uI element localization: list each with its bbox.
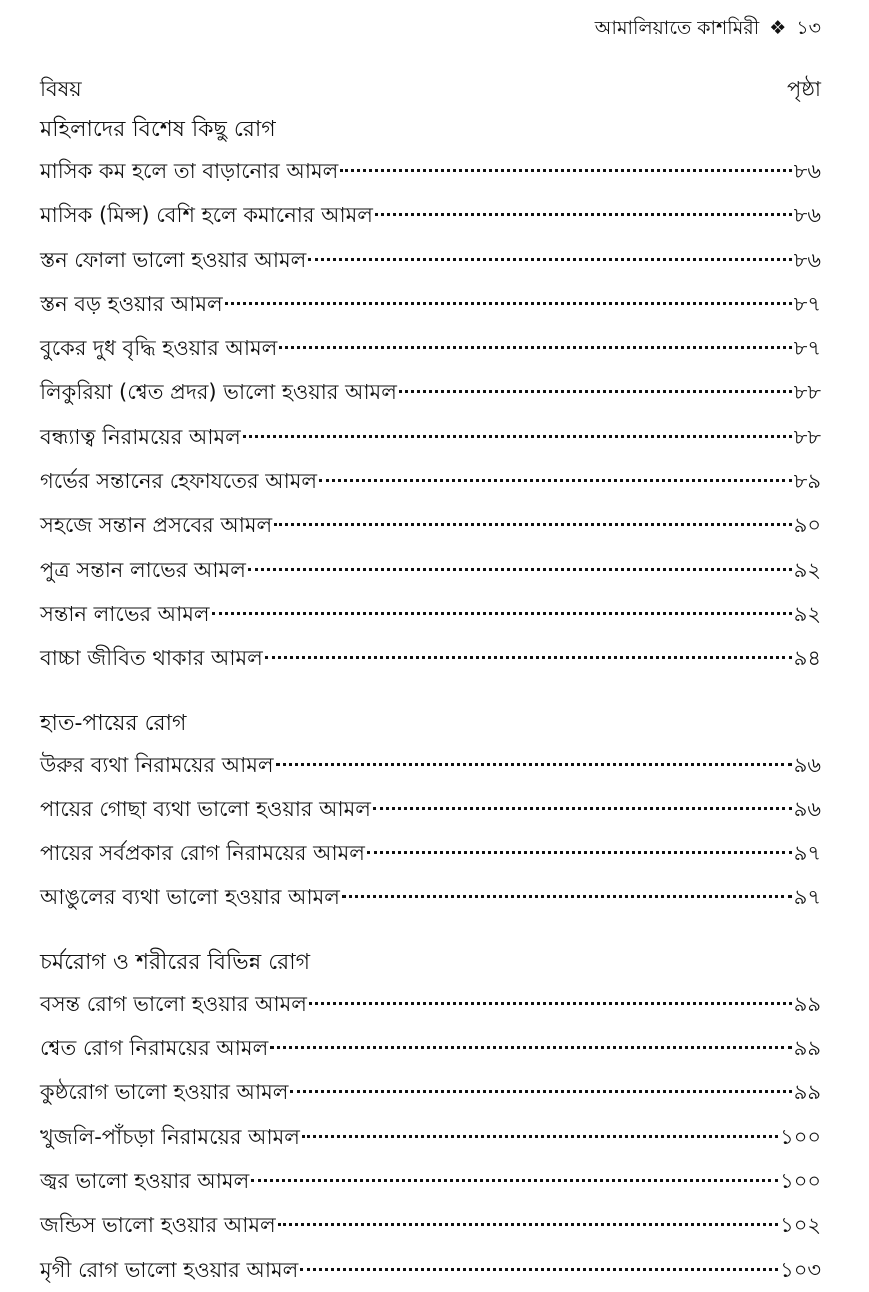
entry-page-number: ৮৮: [793, 424, 821, 449]
entry-page-number: ১০২: [780, 1213, 821, 1238]
toc-entry: [40, 1248, 821, 1292]
toc-entry: [40, 592, 821, 636]
entry-page-number: ১০৩: [780, 1257, 821, 1282]
entry-page-number: ৯৯: [793, 991, 821, 1016]
toc-entry: [40, 831, 821, 875]
entry-page-number: ৮৯: [793, 469, 821, 494]
table-of-contents: [40, 111, 821, 1292]
dot-leader: [276, 763, 792, 766]
entry-page-number: ৮৮: [793, 380, 821, 405]
entry-label: বুকের দুধ বৃদ্ধি হওয়ার আমল: [40, 336, 278, 361]
dot-leader: [399, 390, 792, 393]
entry-label: পায়ের সর্বপ্রকার রোগ নিরাময়ের আমল: [40, 841, 365, 866]
dot-leader: [302, 1135, 778, 1138]
running-title: আমালিয়াতে কাশমিরী: [594, 17, 760, 39]
section-title: হাত-পায়ের রোগ: [40, 710, 187, 736]
ornament-icon: ❖: [769, 17, 787, 39]
toc-entry: [40, 636, 821, 680]
entry-label: লিকুরিয়া (শ্বেত প্রদর) ভালো হওয়ার আমল: [40, 380, 397, 405]
entry-label: উরুর ব্যথা নিরাময়ের আমল: [40, 752, 274, 777]
page-column-header: পৃষ্ঠা: [786, 77, 821, 101]
dot-leader: [278, 1223, 778, 1226]
entry-label: বন্ধ্যাত্ব নিরাময়ের আমল: [40, 424, 241, 449]
entry-page-number: ৯২: [793, 601, 821, 626]
section-gap: [40, 920, 821, 944]
dot-leader: [248, 568, 792, 571]
toc-entry: [40, 193, 821, 237]
section-title: চর্মরোগ ও শরীরের বিভিন্ন রোগ: [40, 949, 311, 975]
toc-entry: [40, 1115, 821, 1159]
running-header: [595, 14, 821, 42]
dot-leader: [265, 656, 792, 659]
toc-entry: [40, 326, 821, 370]
toc-entry: [40, 1159, 821, 1203]
toc-entry: [40, 787, 821, 831]
entry-label: আঙুলের ব্যথা ভালো হওয়ার আমল: [40, 885, 340, 910]
dot-leader: [290, 1090, 791, 1093]
entry-label: খুজলি-পাঁচড়া নিরাময়ের আমল: [40, 1124, 300, 1149]
entry-page-number: ৯২: [793, 557, 821, 582]
entry-page-number: ৯৯: [793, 1036, 821, 1061]
entry-label: কুষ্ঠরোগ ভালো হওয়ার আমল: [40, 1080, 289, 1105]
toc-entry: [40, 459, 821, 503]
entry-label: মাসিক কম হলে তা বাড়ানোর আমল: [40, 159, 339, 183]
entry-page-number: ১০০: [780, 1124, 821, 1149]
entry-label: পুত্র সন্তান লাভের আমল: [40, 557, 246, 582]
entry-page-number: ৮৬: [793, 203, 821, 228]
entry-page-number: ৯৪: [793, 646, 821, 671]
dot-leader: [225, 302, 792, 305]
toc-entry: [40, 238, 821, 282]
dot-leader: [270, 1046, 792, 1049]
toc-entry: [40, 503, 821, 547]
toc-entry: [40, 1203, 821, 1247]
entry-label: জন্ডিস ভালো হওয়ার আমল: [40, 1213, 276, 1238]
dot-leader: [251, 1179, 778, 1182]
entry-page-number: ৮৭: [793, 291, 821, 316]
dot-leader: [308, 258, 791, 261]
dot-leader: [309, 1002, 792, 1005]
toc-entry: [40, 370, 821, 414]
entry-page-number: ৯৯: [793, 1080, 821, 1105]
dot-leader: [342, 895, 792, 898]
topic-column-header: বিষয়: [40, 77, 82, 101]
toc-entry: [40, 1070, 821, 1114]
entry-label: জ্বর ভালো হওয়ার আমল: [40, 1168, 250, 1193]
page-number: ১৩: [796, 17, 821, 39]
entry-page-number: ৯৬: [793, 752, 821, 777]
entry-page-number: ৮৭: [793, 336, 821, 361]
toc-entry: [40, 282, 821, 326]
entry-label: বসন্ত রোগ ভালো হওয়ার আমল: [40, 991, 307, 1016]
entry-page-number: ৯৬: [793, 796, 821, 821]
dot-leader: [300, 1268, 778, 1271]
entry-label: বাচ্চা জীবিত থাকার আমল: [40, 646, 263, 671]
entry-page-number: ৮৬: [793, 159, 821, 183]
dot-leader: [340, 169, 791, 172]
entry-page-number: ৮৬: [793, 247, 821, 272]
dot-leader: [319, 479, 792, 482]
entry-label: সহজে সন্তান প্রসবের আমল: [40, 513, 273, 538]
dot-leader: [279, 346, 791, 349]
section-gap: [40, 681, 821, 705]
dot-leader: [212, 612, 792, 615]
entry-label: সন্তান লাভের আমল: [40, 601, 210, 626]
entry-page-number: ৯৭: [793, 841, 821, 866]
entry-label: পায়ের গোছা ব্যথা ভালো হওয়ার আমল: [40, 796, 371, 821]
entry-label: স্তন ফোলা ভালো হওয়ার আমল: [40, 247, 307, 272]
column-headers: [40, 72, 821, 106]
toc-entry: [40, 743, 821, 787]
entry-page-number: ৯৭: [793, 885, 821, 910]
toc-entry: [40, 1026, 821, 1070]
entry-page-number: ৯০: [793, 513, 821, 538]
dot-leader: [243, 435, 792, 438]
dot-leader: [274, 523, 792, 526]
dot-leader: [373, 807, 792, 810]
section-title: মহিলাদের বিশেষ কিছু রোগ: [40, 117, 276, 142]
entry-label: শ্বেত রোগ নিরাময়ের আমল: [40, 1036, 269, 1061]
toc-entry: [40, 415, 821, 459]
entry-label: স্তন বড় হওয়ার আমল: [40, 291, 223, 316]
entry-label: গর্ভের সন্তানের হেফাযতের আমল: [40, 469, 318, 494]
toc-entry: [40, 149, 821, 193]
dot-leader: [375, 213, 792, 216]
dot-leader: [367, 851, 792, 854]
toc-entry: [40, 982, 821, 1026]
toc-entry: [40, 548, 821, 592]
entry-page-number: ১০০: [780, 1168, 821, 1193]
entry-label: মাসিক (মিন্স) বেশি হলে কমানোর আমল: [40, 203, 373, 228]
toc-entry: [40, 875, 821, 919]
entry-label: মৃগী রোগ ভালো হওয়ার আমল: [40, 1257, 299, 1282]
